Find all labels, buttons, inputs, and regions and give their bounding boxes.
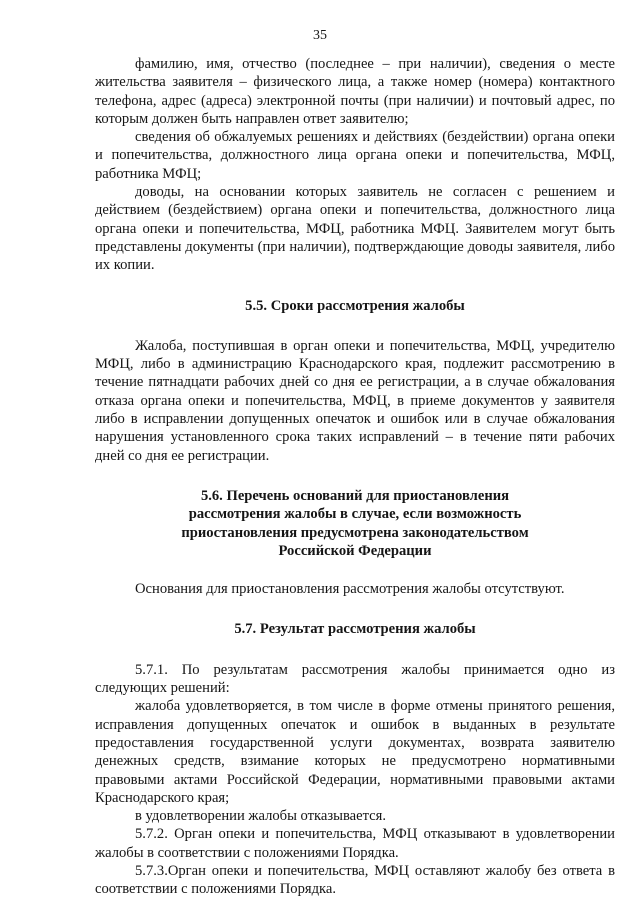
section-5-6-heading-line-4: Российской Федерации [278,542,432,559]
section-5-7-heading: 5.7. Результат рассмотрения жалобы [234,621,476,638]
page-number: 35 [313,28,327,43]
section-5-7-2-text: 5.7.2. Орган опеки и попечительства, МФЦ отказывают в удовлетворении жалобы в соответствии с положениями Порядка. [95,826,615,861]
section-5-7-decision-granted: жалоба удовлетворяется, в том числе в форме отмены принятого решения, исправления допущенных опечаток и ошибок в выданных в результате предоставления государственной услуги документах, возврата заявителю денежных средств, взимание которых не предусмотрено нормативными правовыми актами Российской Федерации, нормативными правовыми актами Краснодарского края; [95,698,615,806]
section-5-7-decision-refused: в удовлетворении жалобы отказывается. [135,808,387,825]
section-5-6-heading-line-2: рассмотрения жалобы в случае, если возможность [188,506,522,523]
section-5-6-text: Основания для приостановления рассмотрения жалобы отсутствуют. [135,581,565,598]
section-5-5-text: Жалоба, поступившая в орган опеки и попечительства, МФЦ, учредителю МФЦ, либо в администрацию Краснодарского края, подлежит рассмотрению в течение пятнадцати рабочих дней со дня ее регистрации, а в случае обжалования отказа органа опеки и попечительства, МФЦ, в приеме документов у заявителя либо в исправлении допущенных опечаток и ошибок или в случае обжалования нарушения установленного срока таких исправлений – в течение пяти рабочих дней со дня ее регистрации. [95,337,615,464]
intro-paragraph-1: фамилию, имя, отчество (последнее – при наличии), сведения о месте жительства заявителя – физического лица, а также номер (номера) контактного телефона, адрес (адреса) электронной почты (при наличии) и почтовый адрес, по которым должен быть направлен ответ заявителю; [95,56,615,127]
page-content [95,55,615,899]
section-5-7-1-text: 5.7.1. По результатам рассмотрения жалобы принимается одно из следующих решений: [95,661,615,697]
section-5-5-heading: 5.5. Сроки рассмотрения жалобы [245,297,465,314]
section-5-6-heading [95,487,615,560]
intro-paragraph-2: сведения об обжалуемых решениях и действиях (бездействии) органа опеки и попечительства, должностного лица органа опеки и попечительства, МФЦ, работника МФЦ; [95,129,615,182]
section-5-6-heading-line-3: приостановления предусмотрена законодательством [181,524,529,541]
intro-paragraph-3: доводы, на основании которых заявитель не согласен с решением и действием (бездействием) органа опеки и попечительства, должностного лица органа опеки и попечительства, МФЦ, работника МФЦ. Заявителем могут быть представлены документы (при наличии), подтверждающие доводы заявителя, либо их копии. [95,184,615,274]
section-5-7-3-text: 5.7.3.Орган опеки и попечительства, МФЦ оставляют жалобу без ответа в соответствии с положениями Порядка. [95,862,615,898]
section-5-6-heading-line-1: 5.6. Перечень оснований для приостановления [200,487,510,504]
